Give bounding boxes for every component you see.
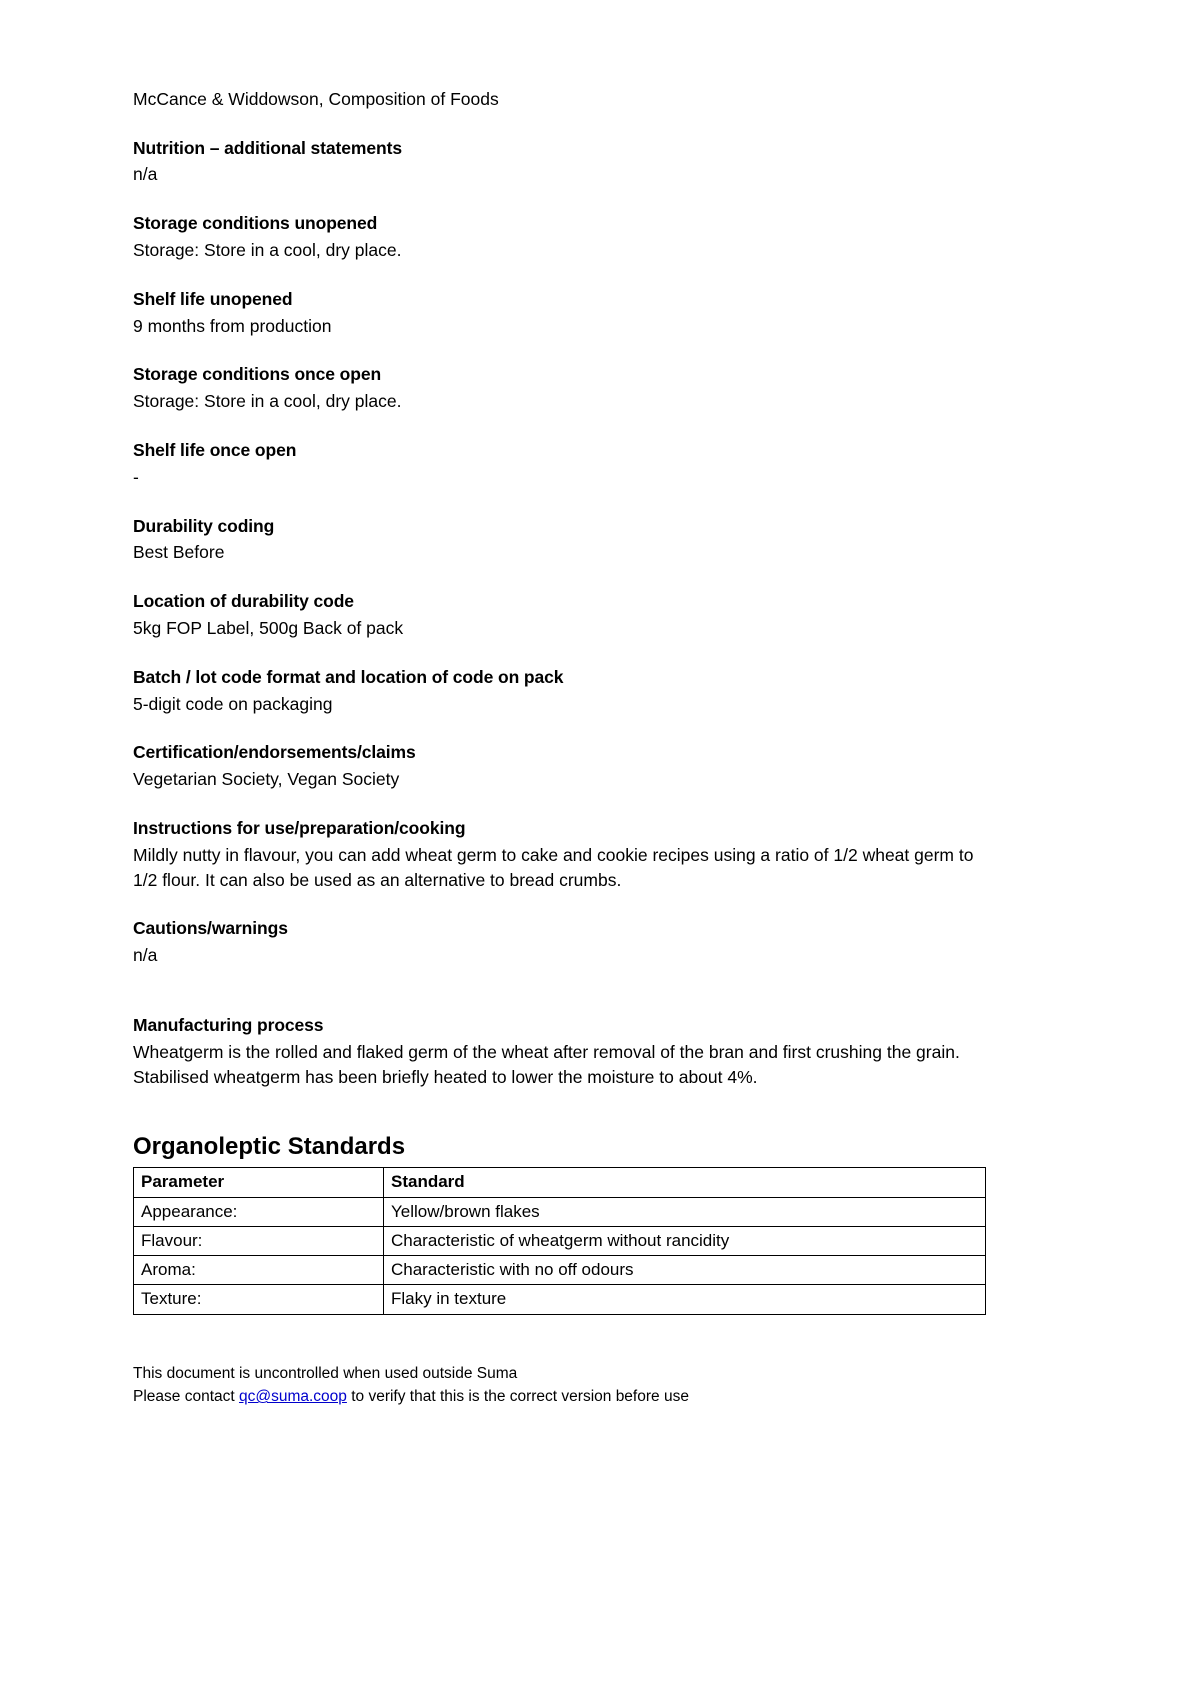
footer-contact-prefix: Please contact [133,1388,239,1406]
section-certification-endorsements-claims [133,741,993,792]
cell-parameter: Aroma: [134,1256,384,1285]
table-header-row [134,1168,986,1197]
section-heading: Cautions/warnings [133,918,288,939]
section-heading: Batch / lot code format and location of code on pack [133,666,564,687]
cell-parameter: Texture: [134,1285,384,1314]
section-cautions-warnings [133,917,993,968]
footer-line-uncontrolled: This document is uncontrolled when used outside Suma [133,1365,518,1382]
section-heading: Nutrition – additional statements [133,137,402,158]
section-heading: Manufacturing process [133,1015,324,1035]
section-body: Storage: Store in a cool, dry place. [133,391,402,412]
section-nutrition-additional-statements [133,137,993,188]
section-heading: Shelf life once open [133,440,297,460]
section-body: 5-digit code on packaging [133,693,333,714]
cell-parameter: Flavour: [134,1226,384,1255]
section-heading: Storage conditions unopened [133,213,378,234]
section-body: Vegetarian Society, Vegan Society [133,769,400,790]
section-storage-conditions-unopened [133,212,993,263]
section-body: Storage: Store in a cool, dry place. [133,239,402,260]
section-body: 9 months from production [133,315,332,336]
section-shelf-life-unopened [133,288,993,339]
cell-standard: Yellow/brown flakes [384,1197,986,1226]
document-body [133,88,993,1315]
column-header-standard: Standard [384,1168,986,1197]
section-manufacturing-process [133,1014,993,1089]
cell-parameter: Appearance: [134,1197,384,1226]
section-instructions-for-use [133,817,993,892]
cell-standard: Characteristic with no off odours [384,1256,986,1285]
footer-contact-suffix: to verify that this is the correct version before use [346,1388,689,1406]
section-shelf-life-once-open [133,439,993,490]
section-heading: Shelf life unopened [133,288,293,309]
cell-standard: Characteristic of wheatgerm without rancidity [384,1226,986,1255]
section-body: 5kg FOP Label, 500g Back of pack [133,617,404,638]
organoleptic-heading: Organoleptic Standards [133,1133,406,1161]
section-organoleptic-standards [133,1133,993,1314]
footer-line-contact [133,1385,993,1408]
section-batch-lot-code-format [133,666,993,717]
intro-line: McCance & Widdowson, Composition of Foods [133,89,499,109]
organoleptic-table [133,1167,986,1314]
section-heading: Location of durability code [133,591,354,612]
section-durability-coding [133,515,993,566]
section-location-of-durability-code [133,590,993,641]
section-heading: Certification/endorsements/claims [133,742,416,763]
cell-standard: Flaky in texture [384,1285,986,1314]
section-body: - [133,466,139,487]
table-row [134,1256,986,1285]
section-body: Wheatgerm is the rolled and flaked germ of the wheat after removal of the bran and first crushing the grain. Stabilised wheatgerm has been briefly heated to lower the moisture to about 4%. [133,1041,960,1087]
table-row [134,1285,986,1314]
section-heading: Instructions for use/preparation/cooking [133,817,466,838]
table-row [134,1226,986,1255]
section-body: Best Before [133,542,225,563]
section-storage-conditions-once-open [133,363,993,414]
section-body: Mildly nutty in flavour, you can add wheat germ to cake and cookie recipes using a ratio of 1/2 wheat germ to 1/2 flour. It can also be used as an alternative to bread crumbs. [133,844,974,890]
section-heading: Durability coding [133,515,275,536]
footer-email-link[interactable]: qc@suma.coop [238,1388,347,1406]
column-header-parameter: Parameter [134,1168,384,1197]
section-body: n/a [133,164,158,185]
section-body: n/a [133,945,158,966]
section-heading: Storage conditions once open [133,364,382,385]
document-footer [133,1362,993,1409]
table-row [134,1197,986,1226]
